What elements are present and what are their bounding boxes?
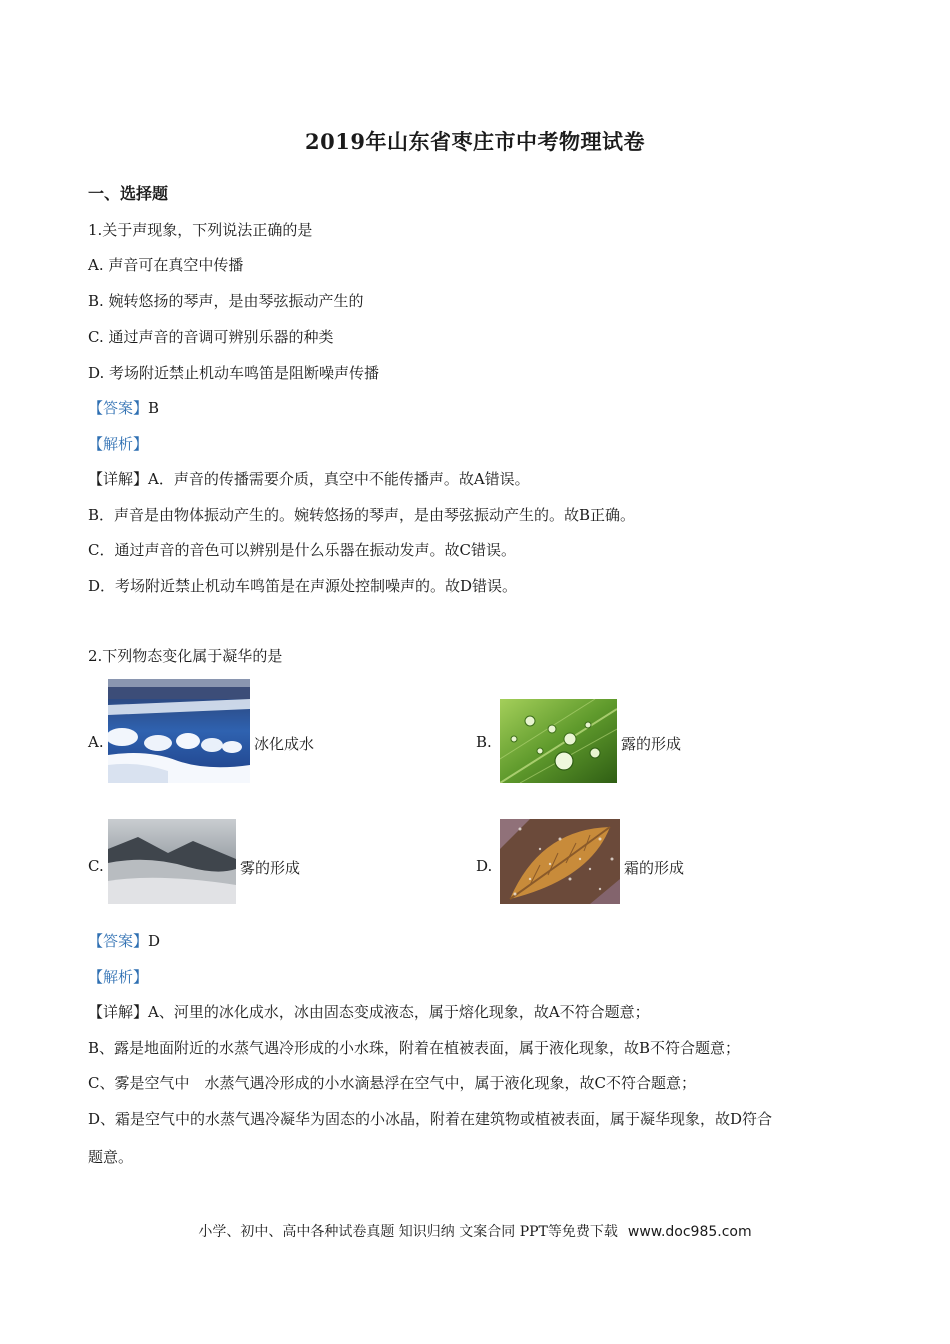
q2-detail-4: D、霜是空气中的水蒸气遇冷凝华为固态的小冰晶，附着在建筑物或植被表面，属于凝华现象，故D符合 bbox=[88, 1110, 773, 1128]
page-title: 2019年山东省枣庄市中考物理试卷 bbox=[305, 129, 645, 154]
detail-label: 【详解】 bbox=[88, 1003, 149, 1021]
footer-text: 小学、初中、高中各种试卷真题 知识归纳 文案合同 PPT等免费下载 bbox=[198, 1224, 618, 1240]
page-footer bbox=[0, 1221, 950, 1241]
detail-text: A．声音的传播需要介质，真空中不能传播声。故A错误。 bbox=[148, 470, 530, 488]
q2-option-b-caption: 露的形成 bbox=[621, 735, 682, 753]
footer-url[interactable]: www.doc985.com bbox=[627, 1224, 752, 1240]
q2-detail-3: C、雾是空气中 水蒸气遇冷形成的小水滴悬浮在空气中，属于液化现象，故C不符合题意； bbox=[88, 1074, 696, 1092]
q1-option-b: B. 婉转悠扬的琴声，是由琴弦振动产生的 bbox=[88, 292, 364, 310]
q1-detail-3: C．通过声音的音色可以辨别是什么乐器在振动发声。故C错误。 bbox=[88, 541, 516, 559]
answer-value: D bbox=[148, 932, 161, 950]
q2-option-d-letter: D. bbox=[476, 857, 493, 875]
q1-detail-2: B．声音是由物体振动产生的。婉转悠扬的琴声，是由琴弦振动产生的。故B正确。 bbox=[88, 506, 636, 524]
answer-label: 【答案】 bbox=[88, 399, 149, 417]
q2-option-c-letter: C. bbox=[88, 857, 104, 875]
q1-detail-1 bbox=[88, 469, 530, 489]
q2-detail-2: B、露是地面附近的水蒸气遇冷形成的小水珠，附着在植被表面，属于液化现象，故B不符合题意； bbox=[88, 1039, 741, 1057]
q1-answer bbox=[88, 398, 159, 418]
q2-detail-1 bbox=[88, 1002, 650, 1022]
section-heading: 一、选择题 bbox=[88, 184, 169, 203]
fog-mountain-photo bbox=[108, 819, 236, 904]
q2-option-a-letter: A. bbox=[88, 733, 104, 751]
q1-option-d: D. 考场附近禁止机动车鸣笛是阻断噪声传播 bbox=[88, 364, 380, 382]
dew-leaf-photo bbox=[500, 699, 617, 783]
q2-option-d-caption: 霜的形成 bbox=[624, 859, 685, 877]
q1-option-c: C. 通过声音的音调可辨别乐器的种类 bbox=[88, 328, 334, 346]
q2-detail-5: 题意。 bbox=[88, 1148, 134, 1166]
answer-label: 【答案】 bbox=[88, 932, 149, 950]
snowy-river-photo bbox=[108, 679, 250, 783]
q2-option-c-caption: 雾的形成 bbox=[240, 859, 301, 877]
question-2-stem: 2.下列物态变化属于凝华的是 bbox=[88, 647, 283, 665]
question-1-stem: 1.关于声现象，下列说法正确的是 bbox=[88, 221, 313, 239]
q2-answer bbox=[88, 931, 160, 951]
frost-leaf-photo bbox=[500, 819, 620, 904]
q2-option-a-caption: 冰化成水 bbox=[254, 735, 315, 753]
answer-value: B bbox=[148, 399, 160, 417]
q1-option-a: A. 声音可在真空中传播 bbox=[88, 256, 244, 274]
detail-label: 【详解】 bbox=[88, 470, 149, 488]
q1-analysis-label: 【解析】 bbox=[88, 435, 149, 453]
detail-text: A、河里的冰化成水，冰由固态变成液态，属于熔化现象，故A不符合题意； bbox=[148, 1003, 650, 1021]
q2-analysis-label: 【解析】 bbox=[88, 968, 149, 986]
q1-detail-4: D．考场附近禁止机动车鸣笛是在声源处控制噪声的。故D错误。 bbox=[88, 577, 518, 595]
q2-option-b-letter: B. bbox=[476, 733, 492, 751]
